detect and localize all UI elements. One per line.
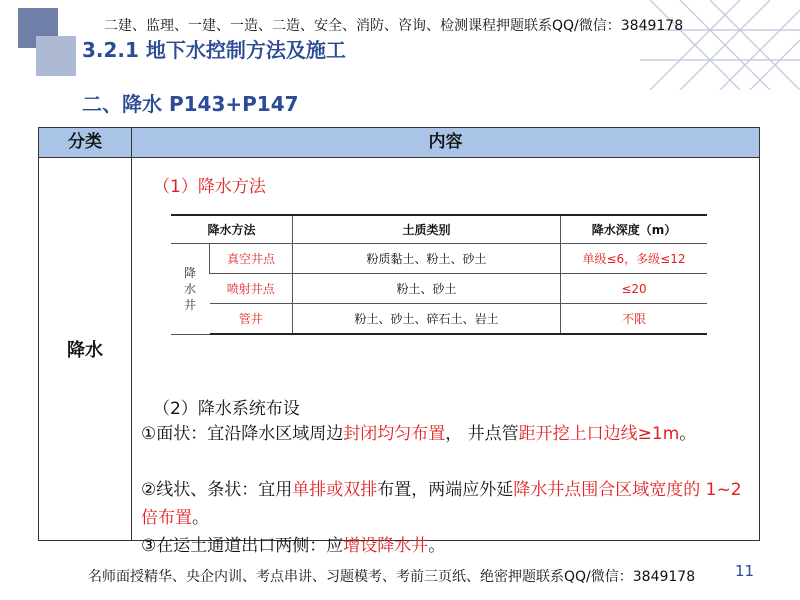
header-content: 内容 [428,132,463,152]
group-label-char: 水 [183,281,196,296]
th-method: 降水方法 [171,215,293,244]
paragraph-area-layout [141,420,751,448]
text: ②线状、条状：宜用 [141,480,293,500]
table-row [171,244,707,274]
text: ， 井点管 [445,424,519,444]
row-label-dewatering: 降水 [67,340,103,361]
paragraph-channel-exit [141,532,751,560]
highlight-text: 单排或双排 [292,480,378,500]
decor-square-light [36,36,76,76]
method-cell: 管井 [210,304,293,335]
text: 。 [428,536,446,556]
depth-cell: 单级≤6，多级≤12 [561,244,708,274]
highlight-text: 距开挖上口边线≥1m [518,424,680,444]
text: 布置，两端应外延 [377,480,514,500]
soil-cell: 粉土、砂土 [293,274,561,304]
group-label-char: 降 [183,265,196,280]
table-row [171,274,707,304]
highlight-text: 封闭均匀布置 [343,424,446,444]
depth-cell: ≤20 [561,274,708,304]
method-cell: 喷射井点 [210,274,293,304]
main-table [38,127,760,556]
subheading-layout: （2）降水系统布设 [153,399,300,419]
text: ①面状：宜沿降水区域周边 [141,424,344,444]
highlight-text: 降水井点围合区域宽度的 1~2 倍布置 [141,480,742,528]
text: ③在运土通道出口两侧：应 [141,536,344,556]
subheading-methods: （1）降水方法 [153,177,266,197]
section-heading: 二、降水 P143+P147 [82,92,299,116]
content-cell [133,158,759,556]
group-label-char: 井 [183,297,196,312]
th-soil: 土质类别 [293,215,561,244]
dewatering-methods-table [171,214,707,335]
table-row [171,304,707,335]
method-cell: 真空井点 [210,244,293,274]
decor-line-pattern [640,0,800,90]
depth-cell: 不限 [561,304,708,335]
header-contact-text: 二建、监理、一建、一造、二造、安全、消防、咨询、检测课程押题联系QQ/微信：3849178 [104,18,684,34]
text: 。 [679,424,697,444]
footer-contact-text: 名师面授精华、央企内训、考点串讲、习题模考、考前三页纸、绝密押题联系QQ/微信：3849178 [88,569,696,585]
column-divider [131,128,132,540]
group-label-wells [171,244,210,335]
page-number: 11 [735,562,755,580]
soil-cell: 粉土、砂土、碎石土、岩土 [293,304,561,335]
highlight-text: 增设降水井 [343,536,429,556]
th-depth: 降水深度（m） [561,215,708,244]
methods-table-header-row [171,215,707,244]
slide-title: 3.2.1 地下水控制方法及施工 [82,38,346,62]
text: 。 [192,508,209,528]
paragraph-linear-layout [141,476,751,532]
header-category: 分类 [68,132,102,152]
soil-cell: 粉质黏土、粉土、砂土 [293,244,561,274]
